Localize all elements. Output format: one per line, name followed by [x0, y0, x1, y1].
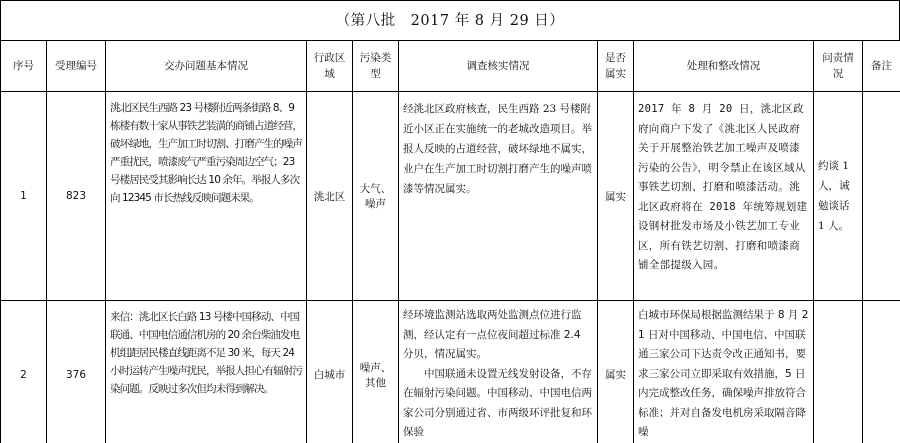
cell-issue: 洮北区民生西路 23 号楼附近两条街路 8、9 栋楼有数十家从事铁艺装潢的商铺占道经营，破坏绿地，生产加工时切割、打磨产生的噪声严重扰民，喷漆废气严重污染周边空气；23 号楼居民受其影响长达 10 余年。举报人多次向 12345 市长热线反映问题未果。 — [106, 92, 307, 301]
case-table — [0, 40, 900, 443]
header-handling: 处理和整改情况 — [634, 41, 814, 92]
cell-verified: 属实 — [598, 92, 634, 301]
cell-handling: 白城市环保局根据监测结果于 8 月 21 日对中国移动、中国电信、中国联通三家公司下达责令改正通知书，要求三家公司立即采取有效措施，5 日内完成整改任务，确保噪声排放符合标准；并对自备发电机房采取隔音降噪 — [634, 301, 814, 443]
cell-accountability — [814, 301, 863, 443]
header-accountability: 问责情况 — [814, 41, 863, 92]
cell-remark — [863, 92, 900, 301]
cell-pollution: 噪声、其他 — [353, 301, 399, 443]
cell-verified: 属实 — [598, 301, 634, 443]
header-investigation: 调查核实情况 — [399, 41, 598, 92]
cell-remark — [863, 301, 900, 443]
cell-case-no: 376 — [47, 301, 106, 443]
header-pollution: 污染类型 — [353, 41, 399, 92]
header-remark: 备注 — [863, 41, 900, 92]
cell-investigation: 经洮北区政府核查，民生西路 23 号楼附近小区正在实施统一的老城改造项目。举报人反映的占道经营，破坏绿地不属实，业户在生产加工时切割打磨产生的噪声喷漆等情况属实。 — [399, 92, 598, 301]
header-issue: 交办问题基本情况 — [106, 41, 307, 92]
header-case-no: 受理编号 — [47, 41, 106, 92]
header-district: 行政区域 — [307, 41, 353, 92]
header-row — [1, 41, 900, 92]
cell-investigation — [399, 301, 598, 443]
table-row — [1, 301, 900, 443]
cell-seq: 1 — [1, 92, 47, 301]
investigation-paragraph: 经环境监测站选取两处监测点位进行监测，经认定有一点位夜间超过标准 2.4 分贝，情况属实。 — [403, 309, 582, 360]
cell-case-no: 823 — [47, 92, 106, 301]
cell-accountability: 约谈 1 人，诫勉谈话 1 人。 — [814, 92, 863, 301]
cell-handling: 2017 年 8 月 20 日，洮北区政府向商户下发了《洮北区人民政府关于开展整治铁艺加工噪声及喷漆污染的公告》，明令禁止在该区域从事铁艺切割、打磨和喷漆活动。洮北区政府将在 2018 年统筹规划建设钢材批发市场及小铁艺加工专业区，所有铁艺切割、打磨和喷漆商铺全部提级入园。 — [634, 92, 814, 301]
cell-issue: 来信：洮北区长白路 13 号楼中国移动、中国联通、中国电信通信机房的 20 余台柴油发电机组距居民楼直线距离不足 30 米，每天 24 小时运转产生噪声扰民，举报人担心有辐射污染问题。反映过多次但均未得到解决。 — [106, 301, 307, 443]
header-seq: 序号 — [1, 41, 47, 92]
header-verified: 是否属实 — [598, 41, 634, 92]
cell-district: 白城市 — [307, 301, 353, 443]
table-row — [1, 92, 900, 301]
investigation-paragraph: 中国联通未设置无线发射设备，不存在辐射污染问题。中国移动、中国电信两家公司分别通过省、市两级环评批复和环保验 — [403, 367, 592, 438]
cell-seq: 2 — [1, 301, 47, 443]
cell-district: 洮北区 — [307, 92, 353, 301]
batch-title: （第八批 2017 年 8 月 29 日） — [0, 0, 900, 40]
cell-pollution: 大气、噪声 — [353, 92, 399, 301]
